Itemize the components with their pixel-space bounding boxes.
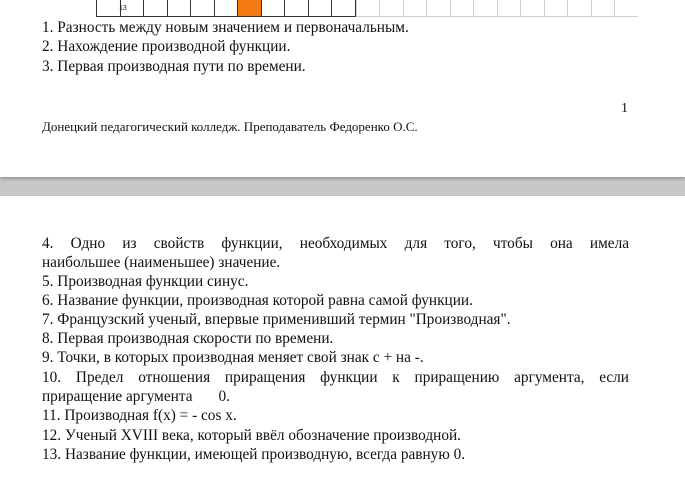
list-item: 5. Производная функции синус. <box>42 273 249 290</box>
grid-row-number: 13 <box>119 5 127 12</box>
grid-cell <box>591 0 615 17</box>
grid-cell <box>497 0 521 17</box>
list-item: 10. Предел отношения приращения функции к приращению аргумента, если <box>42 369 629 386</box>
grid-cell <box>403 0 427 17</box>
list-item: 6. Название функции, производная которой равна самой функции. <box>42 292 473 309</box>
grid-cell <box>214 0 238 17</box>
list-item: 4. Одно из свойств функции, необходимых для того, чтобы она имела <box>42 235 629 252</box>
list-item: 11. Производная f(x) = - cos x. <box>42 407 237 424</box>
grid-cell <box>567 0 591 17</box>
grid-cell <box>284 0 308 17</box>
list-item: 12. Ученый XVIII века, который ввёл обозначение производной. <box>42 427 461 444</box>
grid-cell <box>167 0 191 17</box>
grid-cell <box>143 0 167 17</box>
grid-cell <box>450 0 474 17</box>
grid-cell <box>190 0 214 17</box>
list-item: 9. Точки, в которых производная меняет свой знак с + на -. <box>42 349 424 366</box>
document-page-2 <box>0 196 685 482</box>
grid-cell <box>544 0 568 17</box>
document-page-1 <box>0 0 685 177</box>
list-item: 3. Первая производная пути по времени. <box>42 58 306 75</box>
grid-cell <box>473 0 497 17</box>
page-number: 1 <box>621 101 628 116</box>
list-item <box>42 387 629 406</box>
crossword-grid-fragment <box>96 0 638 17</box>
list-item: 13. Название функции, имеющей производную, всегда равную 0. <box>42 446 466 463</box>
grid-cell <box>331 0 355 17</box>
list-item: 1. Разность между новым значением и первоначальным. <box>42 19 409 36</box>
list-item: 7. Французский ученый, впервые применивший термин "Производная". <box>42 311 511 328</box>
grid-cell <box>379 0 403 17</box>
grid-cell <box>96 0 127 17</box>
grid-cell <box>356 0 380 17</box>
grid-cell <box>520 0 544 17</box>
list-item: 2. Нахождение производной функции. <box>42 38 291 55</box>
grid-cell <box>261 0 285 17</box>
grid-cell <box>426 0 450 17</box>
list-item-text: приращение аргумента <box>42 388 193 405</box>
list-item-text: 0. <box>218 388 230 405</box>
list-item: наибольшее (наименьшее) значение. <box>42 254 281 271</box>
list-item: 8. Первая производная скорости по времени. <box>42 330 334 347</box>
grid-cell-highlighted <box>237 0 261 17</box>
grid-cell <box>614 0 638 17</box>
page-footer: Донецкий педагогический колледж. Преподаватель Федоренко О.С. <box>42 119 418 134</box>
grid-cell <box>308 0 332 17</box>
